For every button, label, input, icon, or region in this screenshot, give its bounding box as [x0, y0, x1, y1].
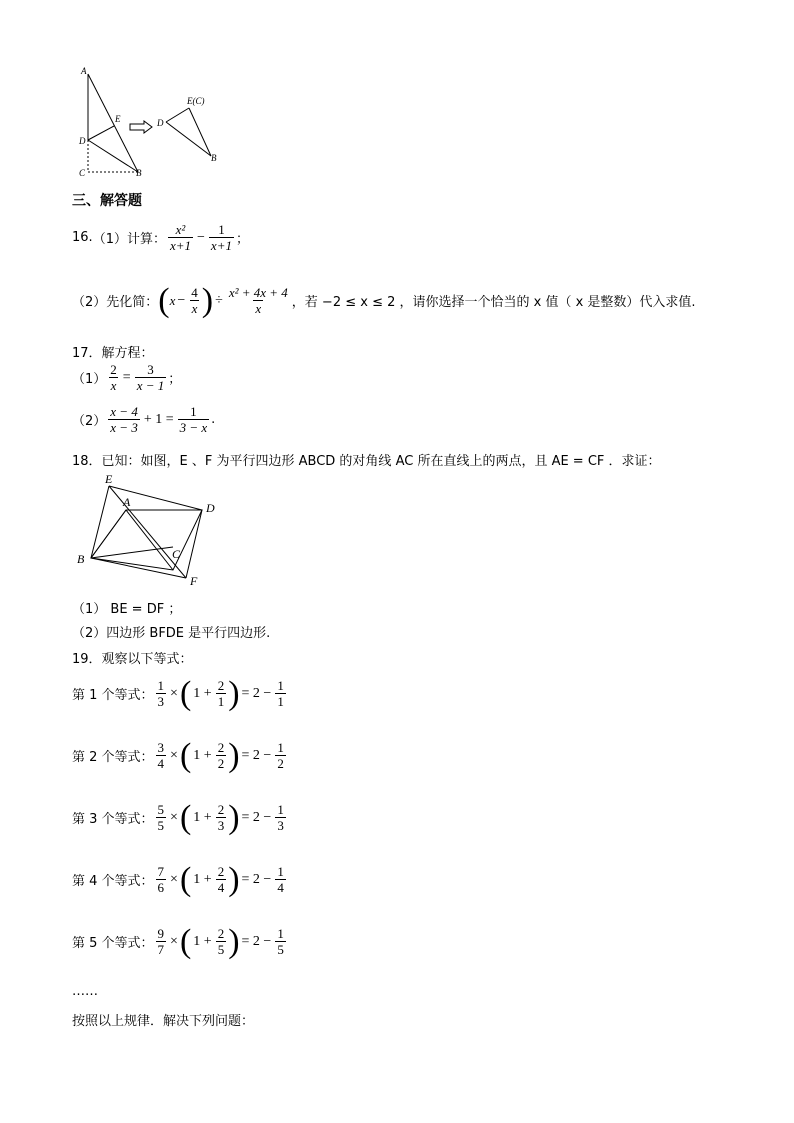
fraction: $\frac{3}{x - 1}$ [136, 362, 165, 393]
label-e: E [115, 114, 121, 124]
label-a: A [123, 495, 131, 509]
q16-number: 16. [72, 230, 93, 245]
q16-condition: ，若 −2 ≤ x ≤ 2 ，请你选择一个恰当的 x 值（ x 是整数）代入求值. [291, 295, 696, 310]
q16-p2-label: （2）先化简： [72, 295, 159, 310]
q17-part1: （1） $\frac{2}{x}$ = $\frac{3}{x - 1}$ ； [72, 362, 182, 393]
q17-part2: （2） $\frac{x - 4}{x - 3}$ + 1 = $\frac{1}{3 - x}$ . [72, 404, 216, 435]
q18-part1: （1） BE = DF ； [72, 602, 182, 617]
label-f: F [190, 574, 198, 588]
label-a: A [81, 66, 87, 76]
label-ec: E(C) [187, 96, 205, 106]
q16-p1-label: （1）计算： [92, 232, 166, 247]
fraction: $\frac{\text{x²}}{x+1}$ [169, 222, 192, 253]
equation-row: 第 5 个等式： $\frac{9}{7}$ × ( 1 + $\frac{2}{5}$ ) = 2 − $\frac{1}{5}$ [72, 922, 284, 960]
q18-part2: （2）四边形 BFDE 是平行四边形. [72, 626, 271, 641]
label-d: D [79, 136, 86, 146]
fraction: $\frac{1}{3 - x}$ [179, 404, 208, 435]
triangle-fold-figure [74, 64, 234, 180]
label-d: D [206, 501, 215, 515]
q16-part1: 16. （1）计算： $\frac{\text{x²}}{x+1}$ − $\frac{1}{x+1}$ ； [72, 222, 249, 253]
section-heading: 三、解答题 [72, 193, 142, 209]
q17-title: 17．解方程： [72, 346, 154, 361]
label-b: B [136, 168, 142, 178]
q19-footer: 按照以上规律．解决下列问题： [72, 1014, 255, 1029]
parallelogram-figure [74, 470, 224, 590]
label-b2: B [211, 153, 217, 163]
label-c: C [79, 168, 86, 178]
fraction: $\frac{4}{x}$ [191, 285, 198, 316]
ellipsis: …… [72, 984, 98, 999]
q19-title: 19．观察以下等式： [72, 652, 193, 667]
label-c: C [172, 547, 181, 561]
label-e: E [105, 472, 113, 486]
fraction: $\frac{x - 4}{x - 3}$ [110, 404, 138, 435]
fraction: $\frac{\text{x² + 4x + 4}}{x}$ [228, 285, 288, 316]
q16-part2: （2）先化简： ( x − $\frac{4}{x}$ ) ÷ $\frac{\text{x² + 4x + 4}}{x}$ ，若 −2 ≤ x ≤ 2 ，请你选择一个恰当的 x 值（ x 是整数）代入求值. [72, 281, 696, 319]
equation-row: 第 3 个等式： $\frac{5}{5}$ × ( 1 + $\frac{2}{3}$ ) = 2 − $\frac{1}{3}$ [72, 798, 284, 836]
equation-row: 第 2 个等式： $\frac{3}{4}$ × ( 1 + $\frac{2}{2}$ ) = 2 − $\frac{1}{2}$ [72, 736, 284, 774]
label-d2: D [157, 118, 164, 128]
equation-row: 第 4 个等式： $\frac{7}{6}$ × ( 1 + $\frac{2}{4}$ ) = 2 − $\frac{1}{4}$ [72, 860, 284, 898]
label-b: B [77, 552, 85, 566]
equation-row: 第 1 个等式： $\frac{1}{3}$ × ( 1 + $\frac{2}{1}$ ) = 2 − $\frac{1}{1}$ [72, 674, 284, 712]
fraction: $\frac{1}{x+1}$ [210, 222, 232, 253]
fraction: $\frac{2}{x}$ [110, 362, 117, 393]
q18-text: 18．已知：如图，E 、F 为平行四边形 ABCD 的对角线 AC 所在直线上的两点，且 AE = CF ．求证： [72, 454, 661, 469]
